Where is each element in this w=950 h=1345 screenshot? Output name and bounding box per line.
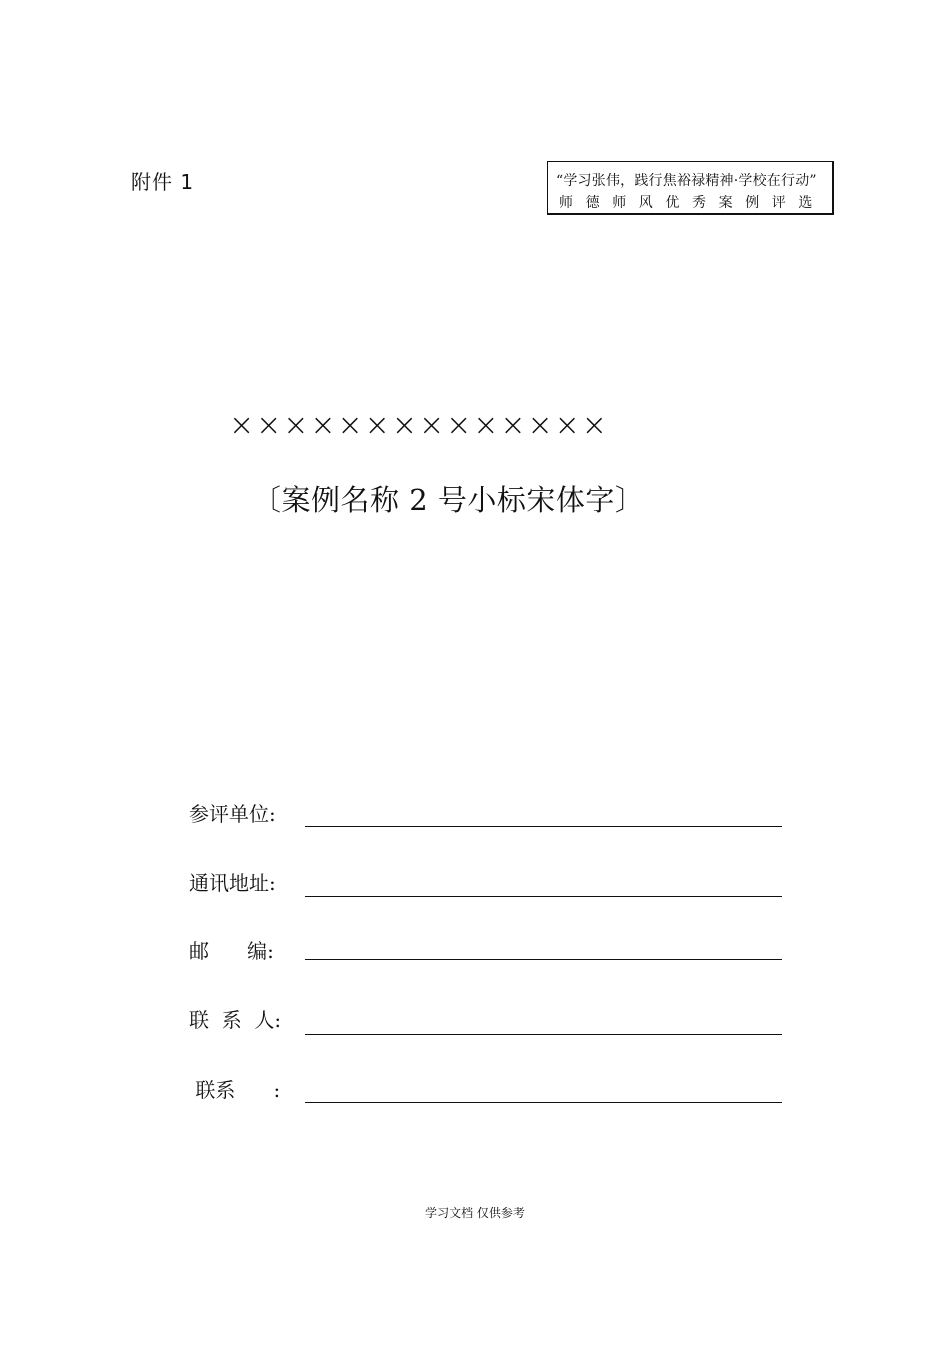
form-row-postcode <box>189 935 789 965</box>
form-input-line-contact[interactable] <box>305 1102 782 1103</box>
form-input-line-unit[interactable] <box>305 826 782 827</box>
form-row-unit <box>189 798 789 828</box>
form-label-postcode: 邮 编: <box>189 939 274 963</box>
form-label-contact: 联系 : <box>189 1078 281 1102</box>
form-row-contact <box>189 1074 789 1104</box>
case-name-title: 〔案例名称 2 号小标宋体字〕 <box>252 483 645 517</box>
form-row-address <box>189 867 789 897</box>
form-row-contact-person <box>189 1004 789 1034</box>
event-box <box>547 161 834 215</box>
form-input-line-contact-person[interactable] <box>305 1034 782 1035</box>
event-subtitle: 师德师风优秀案例评选 <box>559 195 825 211</box>
form-label-unit: 参评单位: <box>189 802 276 826</box>
event-title: “学习张伟，践行焦裕禄精神·学校在行动” <box>556 173 817 189</box>
form-input-line-postcode[interactable] <box>305 959 782 960</box>
title-placeholder: ×××××××××××××× <box>229 408 609 443</box>
footer-note: 学习文档 仅供参考 <box>425 1206 525 1220</box>
form-input-line-address[interactable] <box>305 896 782 897</box>
attachment-label: 附件 1 <box>131 170 195 194</box>
form-label-address: 通讯地址: <box>189 871 276 895</box>
form-label-contact-person: 联 系 人: <box>189 1008 282 1032</box>
